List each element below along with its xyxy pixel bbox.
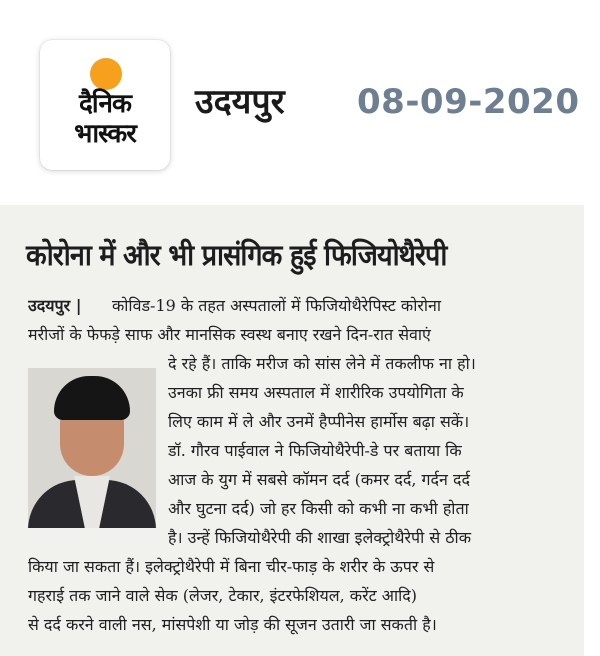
logo-text-line-1: दैनिक	[79, 89, 131, 119]
article-line-10: किया जा सकता हैं। इलेक्ट्रोथैरेपी में बिना चीर-फाड़ के शरीर के ऊपर से	[28, 557, 435, 576]
article-line-12: से दर्द करने वाली नस, मांसपेशी या जोड़ की सूजन उतारी जा सकती है।	[28, 615, 437, 634]
edition-city: उदयपुर	[195, 82, 285, 122]
dainik-bhaskar-logo	[40, 40, 170, 170]
logo-text-line-2: भास्कर	[74, 119, 136, 149]
dateline-city: उदयपुर |	[28, 296, 82, 315]
article-headline: कोरोना में और भी प्रासंगिक हुई फिजियोथैरेपी	[26, 238, 447, 272]
article-line-9: है। उन्हें फिजियोथैरेपी की शाखा इलेक्ट्रोथैरेपी से ठीक	[168, 528, 471, 547]
doctor-photo	[28, 368, 156, 528]
article-line-7: आज के युग में सबसे कॉमन दर्द (कमर दर्द, गर्दन दर्द	[168, 470, 470, 489]
article-dateline	[28, 291, 113, 320]
article-line-5: लिए काम में ले और उनमें हैप्पीनेस हार्मोस बढ़ा सकें।	[168, 412, 470, 431]
article-line-11: गहराई तक जाने वाले सेक (लेजर, टेकार, इंटरफेशियल, करेंट आदि)	[28, 586, 418, 605]
clipping-edge	[584, 205, 600, 656]
article-line-1: कोविड-19 के तहत अस्पतालों में फिजियोथैरेपिस्ट कोरोना	[112, 296, 442, 315]
photo-hair	[54, 376, 130, 420]
sun-icon	[90, 58, 122, 90]
edition-date: 08-09-2020	[357, 82, 580, 122]
clipping-header	[0, 0, 600, 205]
article-line-3: दे रहे हैं। ताकि मरीज को सांस लेने में तकलीफ ना हो।	[168, 354, 476, 373]
newspaper-clipping	[0, 205, 600, 656]
article-line-4: उनका फ्री समय अस्पताल में शारीरिक उपयोगिता के	[168, 383, 464, 402]
article-line-2: मरीजों के फेफड़े साफ और मानसिक स्वस्थ बनाए रखने दिन-रात सेवाएं	[28, 325, 431, 344]
article-line-8: और घुटना दर्द) जो हर किसी को कभी ना कभी होता	[168, 499, 469, 518]
article-line-6: डॉ. गौरव पाईवाल ने फिजियोथैरेपी-डे पर बताया कि	[168, 441, 462, 460]
